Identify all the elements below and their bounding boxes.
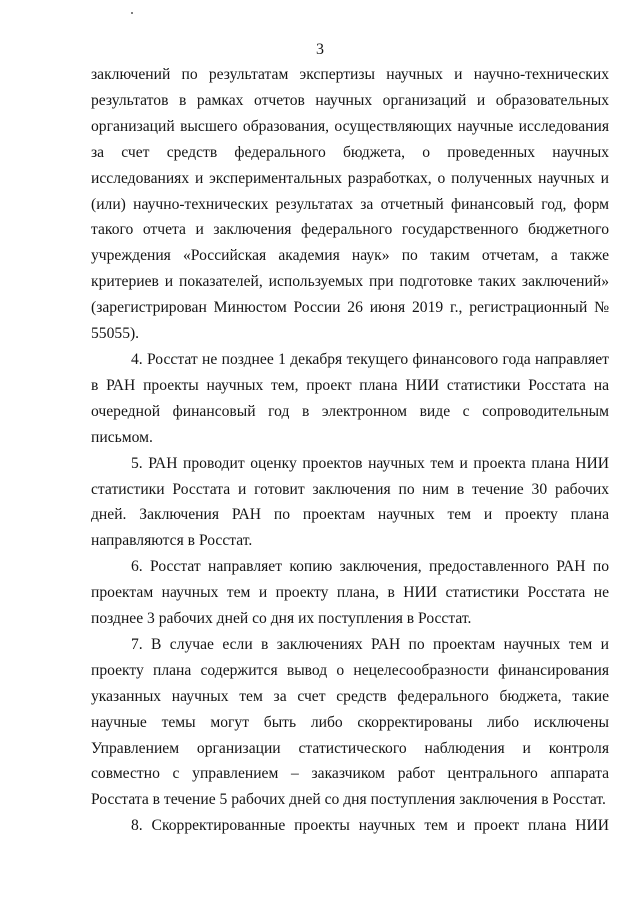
paragraph-continuation: заключений по результатам экспертизы научных и научно-технических результатов в рамках отчетов научных организаций и образовательных организаций высшего образования, осуществляющих научные исследования за счет средств федерального бюджета, о проведенных научных исследованиях и экспериментальных разработках, о полученных научных и (или) научно-технических результатах за отчетный финансовый год, форм такого отчета и заключения федерального государственного бюджетного учреждения «Российская академия наук» по таким отчетам, а также критериев и показателей, используемых при подготовке таких заключений» (зарегистрирован Минюстом России 26 июня 2019 г., регистрационный № 55055).: [91, 66, 609, 343]
paragraph-item-7: 7. В случае если в заключениях РАН по проектам научных тем и проекту плана содержится вывод о нецелесообразности финансирования указанных научных тем за счет средств федерального бюджета, такие научные темы могут быть либо скорректированы либо исключены Управлением организации статистического наблюдения и контроля совместно с управлением – заказчиком работ центрального аппарата Росстата в течение 5 рабочих дней со дня поступления заключения в Росстат.: [91, 635, 609, 809]
paragraph-item-8: 8. Скорректированные проекты научных тем и проект плана НИИ: [131, 817, 609, 835]
scan-speck: [131, 12, 133, 14]
paragraph-item-5: 5. РАН проводит оценку проектов научных тем и проекта плана НИИ статистики Росстата и готовит заключения по ним в течение 30 рабочих дней. Заключения РАН по проектам научных тем и проекту плана направляются в Росстат.: [91, 454, 609, 550]
paragraph-item-6: 6. Росстат направляет копию заключения, предоставленного РАН по проектам научных тем и проекту плана, в НИИ статистики Росстата не позднее 3 рабочих дней со дня их поступления в Росстат.: [91, 558, 609, 628]
paragraph-item-4: 4. Росстат не позднее 1 декабря текущего финансового года направляет в РАН проекты научных тем, проект плана НИИ статистики Росстата на очередной финансовый год в электронном виде с сопроводительным письмом.: [91, 350, 609, 446]
document-body: [91, 62, 609, 839]
page-number: 3: [316, 41, 324, 58]
